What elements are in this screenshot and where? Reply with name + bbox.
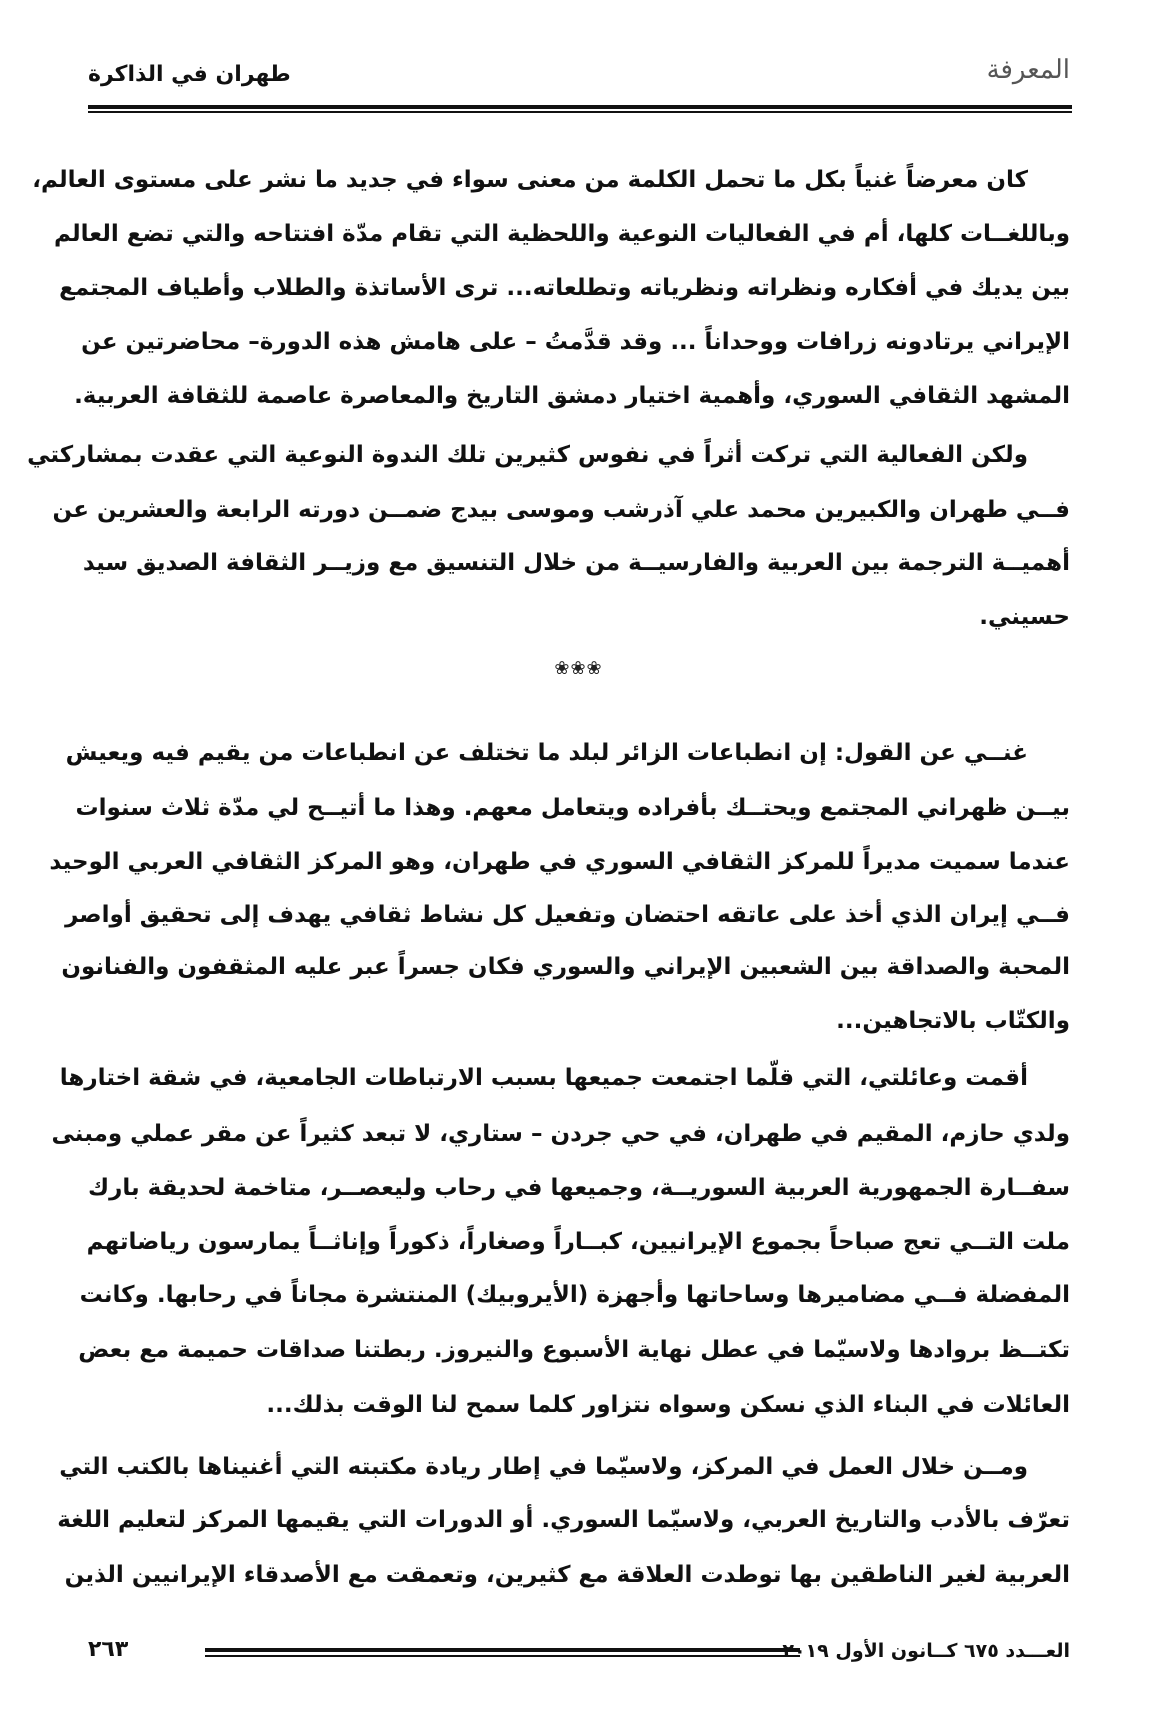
paragraph-1-line: المشهد الثقافي السوري، وأهمية اختيار دمشق التاريخ والمعاصرة عاصمة للثقافة العربية.: [74, 383, 1070, 409]
paragraph-4-line: سفــارة الجمهورية العربية السوريــة، وجميعها في رحاب وليعصــر، متاخمة لحديقة بارك: [88, 1175, 1070, 1201]
paragraph-3-line: عندما سميت مديراً للمركز الثقافي السوري في طهران، وهو المركز الثقافي العربي الوحيد: [49, 849, 1070, 875]
footer-rule-bottom: [205, 1655, 800, 1657]
paragraph-5-line: ومــن خلال العمل في المركز، ولاسيّما في إطار ريادة مكتبته التي أغنيناها بالكتب التي: [59, 1454, 1028, 1480]
paragraph-4-line: أقمت وعائلتي، التي قلّما اجتمعت جميعها بسبب الارتباطات الجامعية، في شقة اختارها: [59, 1065, 1028, 1091]
paragraph-4-line: المفضلة فــي مضاميرها وساحاتها وأجهزة (الأيروبيك) المنتشرة مجاناً في رحابها. وكانت: [79, 1282, 1070, 1308]
paragraph-4-line: ولدي حازم، المقيم في طهران، في حي جردن – ستاري، لا تبعد كثيراً عن مقر عملي ومبنى: [51, 1121, 1070, 1147]
paragraph-5-line: العربية لغير الناطقين بها توطدت العلاقة مع كثيرين، وتعمقت مع الأصدقاء الإيرانيين الذين: [64, 1562, 1070, 1588]
header-rule-bottom: [88, 111, 1072, 113]
paragraph-3-line: فــي إيران الذي أخذ على عاتقه احتضان وتفعيل كل نشاط ثقافي يهدف إلى تحقيق أواصر: [65, 902, 1070, 928]
paragraph-4-line: تكتــظ بروادها ولاسيّما في عطل نهاية الأسبوع والنيروز. ربطتنا صداقات حميمة مع بعض: [78, 1337, 1070, 1363]
paragraph-1-line: الإيراني يرتادونه زرافات ووحداناً ... وقد قدَّمتُ – على هامش هذه الدورة– محاضرتين عن: [81, 329, 1070, 355]
paragraph-3-line: بيــن ظهراني المجتمع ويحتــك بأفراده ويتعامل معهم. وهذا ما أتيــح لي مدّة ثلاث سنوات: [75, 795, 1070, 821]
paragraph-4-line: العائلات في البناء الذي نسكن وسواه نتزاور كلما سمح لنا الوقت بذلك...: [266, 1392, 1070, 1418]
paragraph-2-line: أهميــة الترجمة بين العربية والفارسيــة من خلال التنسيق مع وزيــر الثقافة الصديق سيد: [82, 550, 1070, 576]
paragraph-2-line: حسيني.: [979, 604, 1070, 630]
paragraph-1-line: وباللغــات كلها، أم في الفعاليات النوعية واللحظية التي تقام مدّة افتتاحه والتي تضع العالم: [53, 221, 1070, 247]
header-rule-top: [88, 105, 1072, 109]
magazine-logo: المعرفة: [986, 55, 1070, 85]
paragraph-5-line: تعرّف بالأدب والتاريخ العربي، ولاسيّما السوري. أو الدورات التي يقيمها المركز لتعليم اللغة: [57, 1507, 1070, 1533]
paragraph-1-line: كان معرضاً غنياً بكل ما تحمل الكلمة من معنى سواء في جديد ما نشر على مستوى العالم،: [32, 167, 1028, 193]
footer-rule-top: [205, 1648, 800, 1652]
paragraph-3-line: والكتّاب بالاتجاهين...: [836, 1008, 1070, 1034]
section-separator-ornament: ❀❀❀: [554, 658, 603, 679]
issue-info: العـــدد ٦٧٥ كــانون الأول ٢٠١٩: [782, 1640, 1070, 1662]
paragraph-2-line: ولكن الفعالية التي تركت أثراً في نفوس كثيرين تلك الندوة النوعية التي عقدت بمشاركتي: [27, 442, 1028, 468]
paragraph-2-line: فــي طهران والكبيرين محمد علي آذرشب وموسى بيدج ضمــن دورته الرابعة والعشرين عن: [52, 497, 1070, 523]
paragraph-1-line: بين يديك في أفكاره ونظراته ونظرياته وتطلعاته... ترى الأساتذة والطلاب وأطياف المجتمع: [59, 275, 1070, 301]
paragraph-3-line: غنــي عن القول: إن انطباعات الزائر لبلد ما تختلف عن انطباعات من يقيم فيه ويعيش: [65, 740, 1028, 766]
paragraph-4-line: ملت التــي تعج صباحاً بجموع الإيرانيين، كبــاراً وصغاراً، ذكوراً وإناثــاً يمارسون رياضاتهم: [86, 1229, 1070, 1255]
paragraph-3-line: المحبة والصداقة بين الشعبين الإيراني والسوري فكان جسراً عبر عليه المثقفون والفنانون: [61, 954, 1070, 980]
running-header-title: طهران في الذاكرة: [88, 62, 291, 87]
page-number: ٢٦٣: [88, 1637, 129, 1662]
